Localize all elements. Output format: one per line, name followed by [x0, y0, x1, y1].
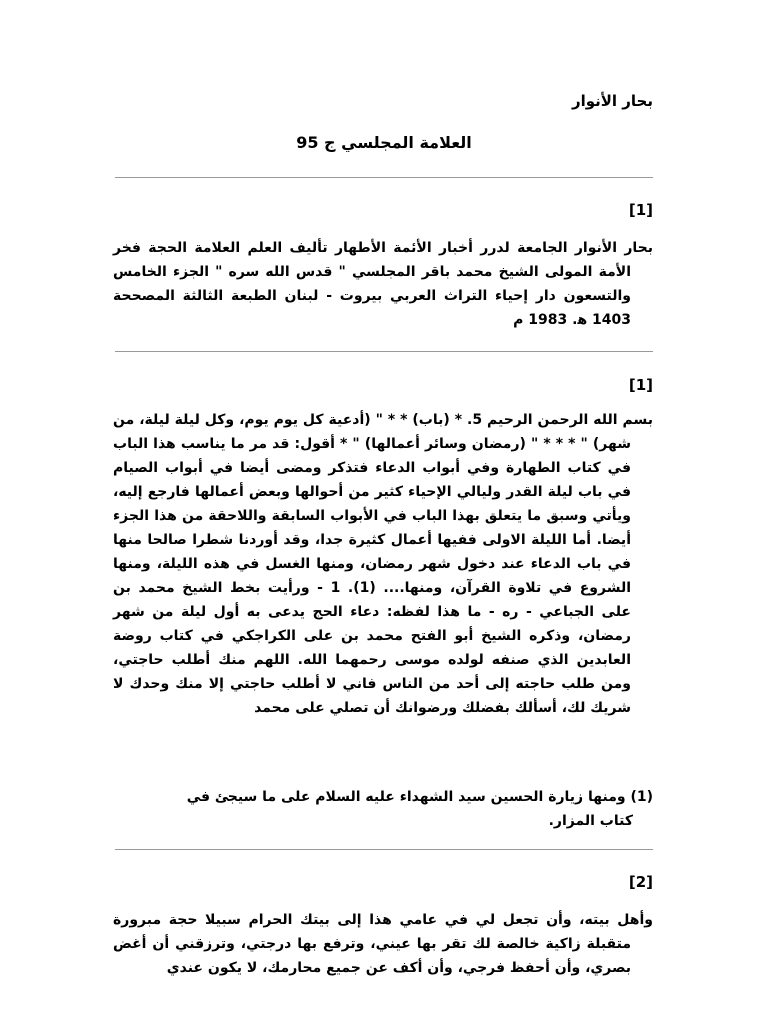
footnote: (1) ومنها زيارة الحسين سيد الشهداء عليه السلام على ما سيجئ في كتاب المزار.: [186, 789, 653, 829]
section-text: بسم الله الرحمن الرحيم 5. * (باب) * * " (أدعية كل يوم يوم، وكل ليلة ليلة، من شهر) " * * * " (رمضان وسائر أعمالها) " * أقول: قد مر ما يناسب هذا الباب في كتاب الطهارة وفي أبواب الدعاء فتذكر ومضى أيضا في أبواب الصيام في باب ليلة القدر وليالي الإحياء كثير من أحوالها وبعض أعمالها فارجع إليه، ويأتي وسبق ما يتعلق بهذا الباب في الأبواب السابقة واللاحقة من هذا الجزء أيضا. أما الليلة الاولى ففيها أعمال كثيرة جدا، وقد أوردنا شطرا صالحا منها في باب الدعاء عند دخول شهر رمضان، ومنها الغسل في هذه الليلة، ومنها الشروع في تلاوة القرآن، ومنها.... (1). 1 - ورأيت بخط الشيخ محمد بن على الجباعي - ره - ما هذا لفظه: دعاء الحج يدعى به أول ليلة من شهر رمضان، وذكره الشيخ أبو الفتح محمد بن على الكراجكي في كتاب روضة العابدين الذي صنفه لولده موسى رحمهما الله. اللهم منك أطلب حاجتي، ومن طلب حاجته إلى أحد من الناس فاني لا أطلب حاجتي إلا منك وحدك لا شريك لك، أسألك بفضلك ورضوانك أن تصلي على محمد: [113, 412, 653, 716]
page-marker: [1]: [628, 376, 653, 394]
section-divider: [115, 351, 653, 352]
author-volume-heading: العلامة المجلسي ج 95: [296, 133, 472, 152]
page-marker: [1]: [628, 201, 653, 219]
page-marker: [2]: [628, 873, 653, 891]
section-text: وأهل بيته، وأن تجعل لي في عامي هذا إلى بيتك الحرام سبيلا حجة مبرورة متقبلة زاكية خالصة لك تقر بها عيني، وترفع بها درجتي، وترزقني أن أغض بصري، وأن أحفظ فرجي، وأن أكف عن جميع محارمك، لا يكون عندي: [113, 912, 653, 976]
section-divider: [115, 177, 653, 178]
section-text: بحار الأنوار الجامعة لدرر أخبار الأئمة الأطهار تأليف العلم العلامة الحجة فخر الأمة المولى الشيخ محمد باقر المجلسي " قدس الله سره " الجزء الخامس والتسعون دار إحياء التراث العربي بيروت - لبنان الطبعة الثالثة المصححة 1403 ه‍. 1983 م: [113, 240, 653, 328]
section-divider: [115, 849, 653, 850]
book-title: بحار الأنوار: [571, 92, 653, 110]
